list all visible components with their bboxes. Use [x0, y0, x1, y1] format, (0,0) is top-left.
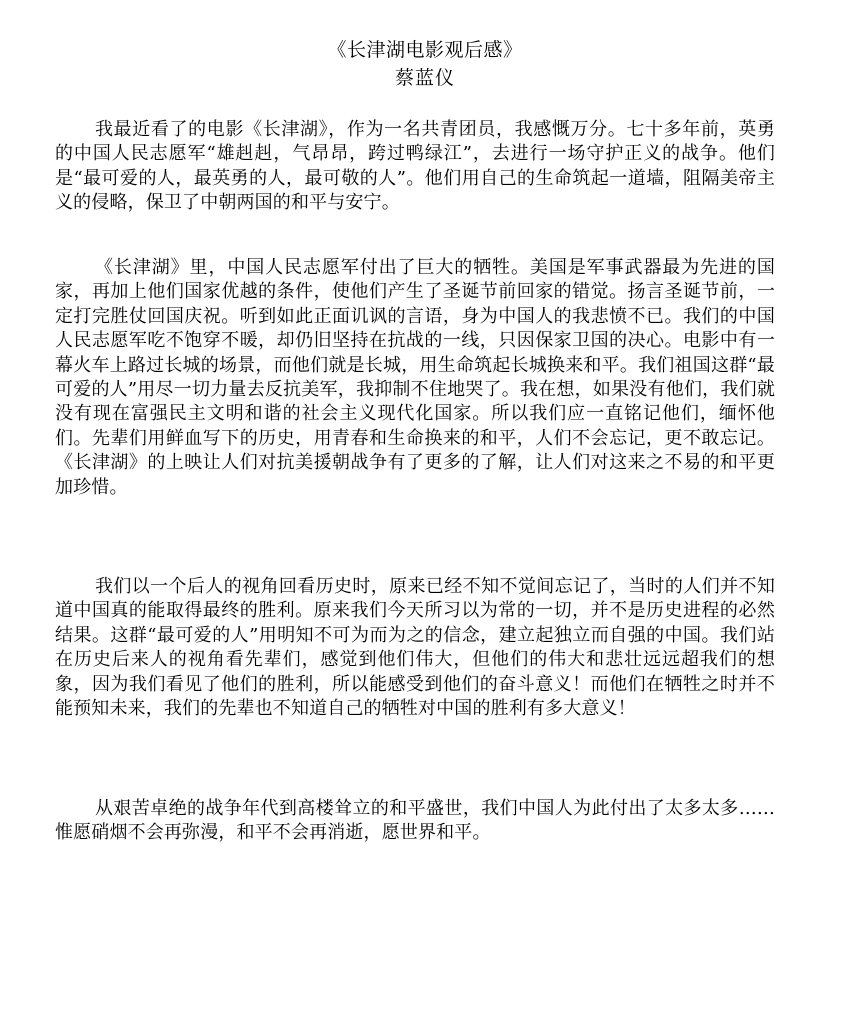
- paragraph-4: 从艰苦卓绝的战争年代到高楼耸立的和平盛世，我们中国人为此付出了太多太多……惟愿硝烟不会再弥漫，和平不会再消逝，愿世界和平。: [55, 798, 775, 844]
- paragraph-3: 我们以一个后人的视角回看历史时，原来已经不知不觉间忘记了，当时的人们并不知道中国真的能取得最终的胜利。原来我们今天所习以为常的一切，并不是历史进程的必然结果。这群“最可爱的人”用明知不可为而为之的信念，建立起独立而自强的中国。我们站在历史后来人的视角看先辈们，感觉到他们伟大，但他们的伟大和悲壮远远超我们的想象，因为我们看见了他们的胜利，所以能感受到他们的奋斗意义！而他们在牺牲之时并不能预知未来，我们的先辈也不知道自己的牺牲对中国的胜利有多大意义！: [55, 576, 775, 720]
- document-title: 《长津湖电影观后感》: [327, 39, 523, 61]
- paragraph-2: 《长津湖》里，中国人民志愿军付出了巨大的牺牲。美国是军事武器最为先进的国家，再加上他们国家优越的条件，使他们产生了圣诞节前回家的错觉。扬言圣诞节前，一定打完胜仗回国庆祝。听到如此正面讥讽的言语，身为中国人的我悲愤不已。我们的中国人民志愿军吃不饱穿不暖，却仍旧坚持在抗战的一线，只因保家卫国的决心。电影中有一幕火车上路过长城的场景，而他们就是长城，用生命筑起长城换来和平。我们祖国这群“最可爱的人”用尽一切力量去反抗美军，我抑制不住地哭了。我在想，如果没有他们，我们就没有现在富强民主文明和谐的社会主义现代化国家。所以我们应一直铭记他们，缅怀他们。先辈们用鲜血写下的历史，用青春和生命换来的和平，人们不会忘记，更不敢忘记。《长津湖》的上映让人们对抗美援朝战争有了更多的了解，让人们对这来之不易的和平更加珍惜。: [55, 257, 775, 498]
- paragraph-1: 我最近看了的电影《长津湖》，作为一名共青团员，我感慨万分。七十多年前，英勇的中国人民志愿军“雄赳赳，气昂昂，跨过鸭绿江”，去进行一场守护正义的战争。他们是“最可爱的人，最英勇的人，最可敬的人”。他们用自己的生命筑起一道墙，阻隔美帝主义的侵略，保卫了中朝两国的和平与安宁。: [55, 119, 775, 214]
- document-author: 蔡蓝仪: [394, 67, 455, 89]
